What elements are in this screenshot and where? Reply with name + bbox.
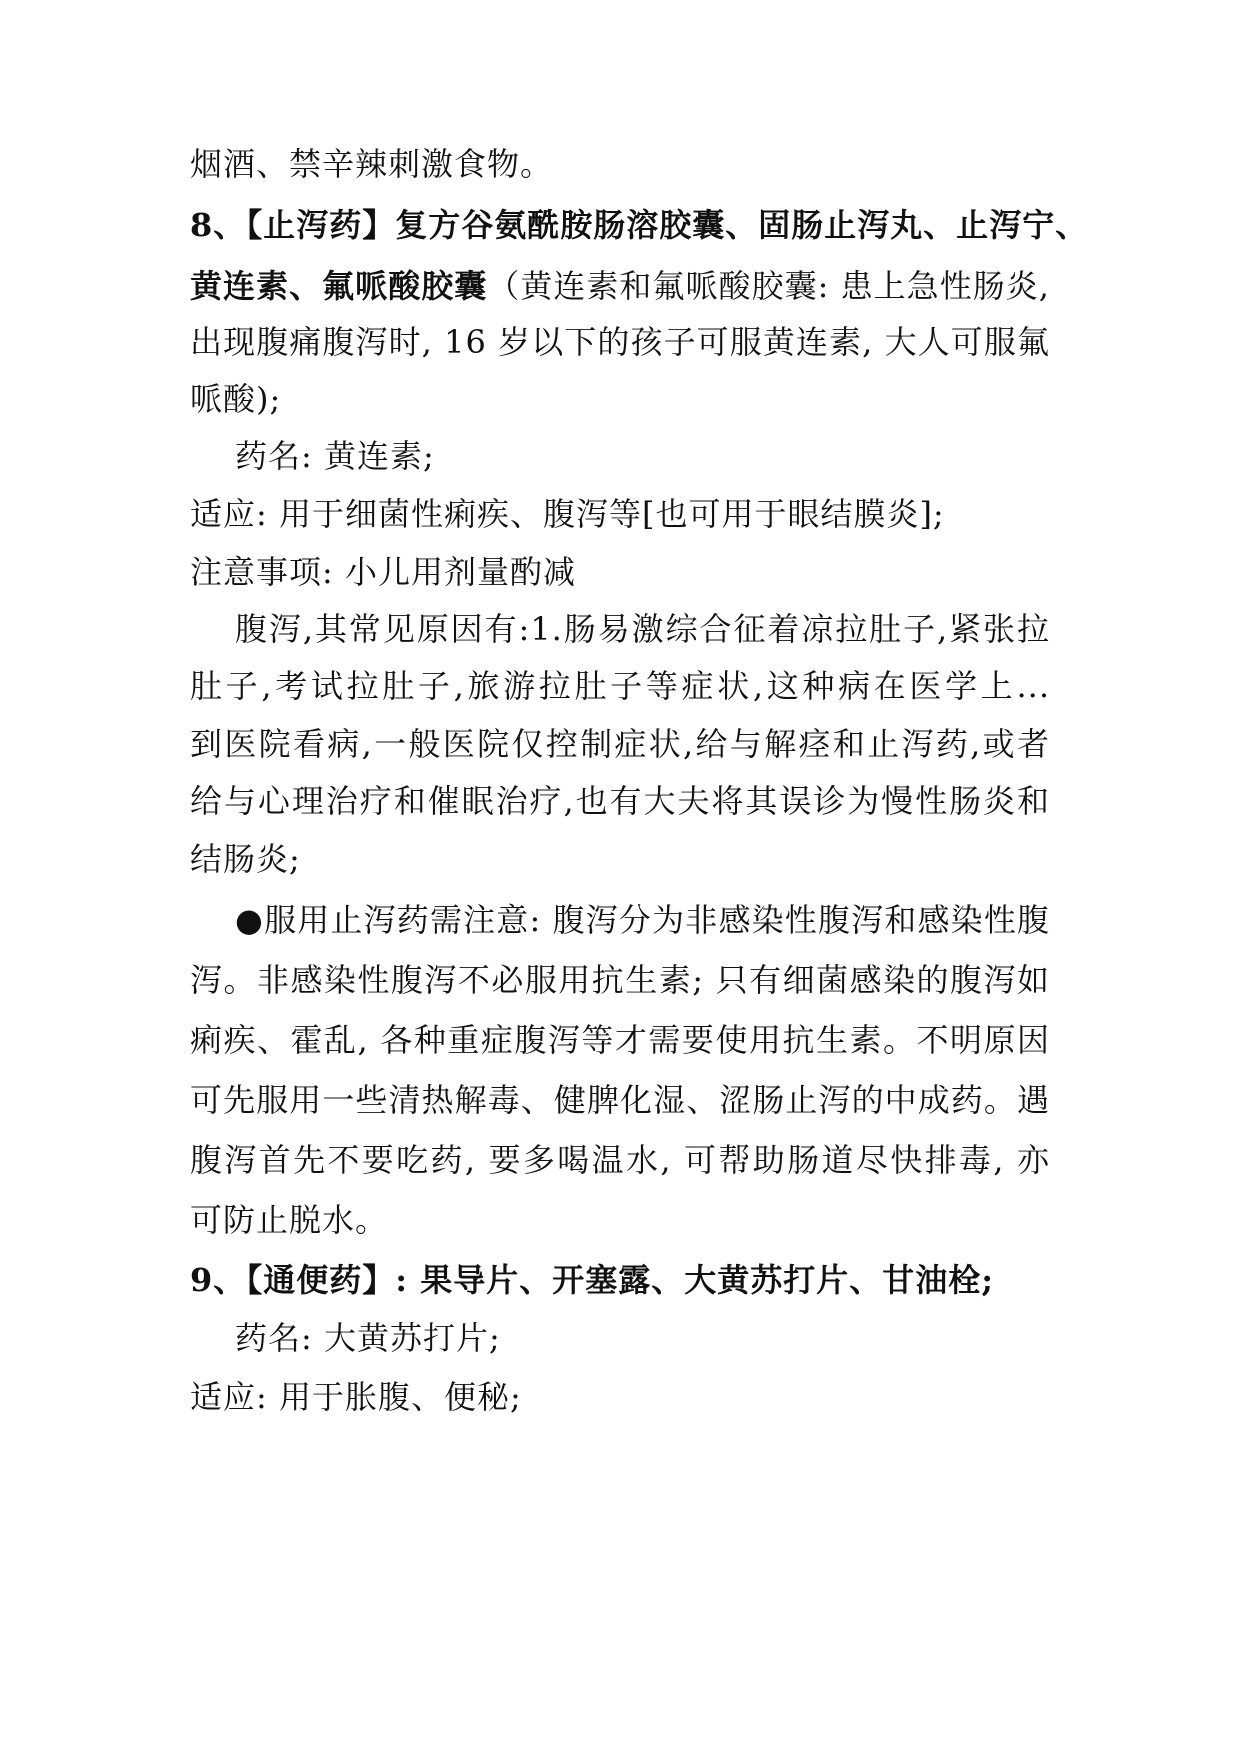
text-line: 出现腹痛腹泻时, 16 岁以下的孩子可服黄连素, 大人可服氟 — [190, 323, 1050, 361]
text-line: 到医院看病,一般医院仅控制症状,给与解痉和止泻药,或者 — [190, 725, 1050, 763]
text-line: 泻。非感染性腹泻不必服用抗生素; 只有细菌感染的腹泻如 — [190, 961, 1050, 999]
drug-name-line: 药名: 黄连素; — [235, 437, 435, 475]
precaution-line: 注意事项: 小儿用剂量酌减 — [190, 553, 576, 591]
drug-name-line: 药名: 大黄苏打片; — [235, 1319, 501, 1357]
section-heading-8: 8、【止泻药】复方谷氨酰胺肠溶胶囊、固肠止泻丸、止泻宁、 — [190, 206, 1089, 244]
bullet-paragraph: ●服用止泻药需注意: 腹泻分为非感染性腹泻和感染性腹 — [235, 901, 1050, 939]
text-line — [190, 264, 1050, 308]
text-line: 痢疾、霍乱, 各种重症腹泻等才需要使用抗生素。不明原因 — [190, 1021, 1050, 1059]
text-line: 给与心理治疗和催眠治疗,也有大夫将其误诊为慢性肠炎和 — [190, 782, 1050, 820]
text-line: 腹泻,其常见原因有:1.肠易激综合征着凉拉肚子,紧张拉 — [235, 610, 1050, 648]
drug-note: （黄连素和氟哌酸胶囊: 患上急性肠炎, — [487, 267, 1050, 305]
text-line: 哌酸); — [190, 380, 282, 418]
indication-line: 适应: 用于胀腹、便秘; — [190, 1378, 522, 1416]
text-line: 肚子,考试拉肚子,旅游拉肚子等症状,这种病在医学上... — [190, 667, 1050, 705]
text-line: 腹泻首先不要吃药, 要多喝温水, 可帮助肠道尽快排毒, 亦 — [190, 1141, 1050, 1179]
section-heading-9: 9、【通便药】: 果导片、开塞露、大黄苏打片、甘油栓; — [190, 1261, 995, 1299]
text-line: 结肠炎; — [190, 840, 301, 878]
text-line: 可防止脱水。 — [190, 1201, 389, 1239]
text-line: 烟酒、禁辛辣刺激食物。 — [190, 145, 554, 183]
indication-line: 适应: 用于细菌性痢疾、腹泻等[也可用于眼结膜炎]; — [190, 495, 945, 533]
drug-list-bold: 黄连素、氟哌酸胶囊 — [190, 267, 488, 305]
text-line: 可先服用一些清热解毒、健脾化湿、涩肠止泻的中成药。遇 — [190, 1081, 1050, 1119]
